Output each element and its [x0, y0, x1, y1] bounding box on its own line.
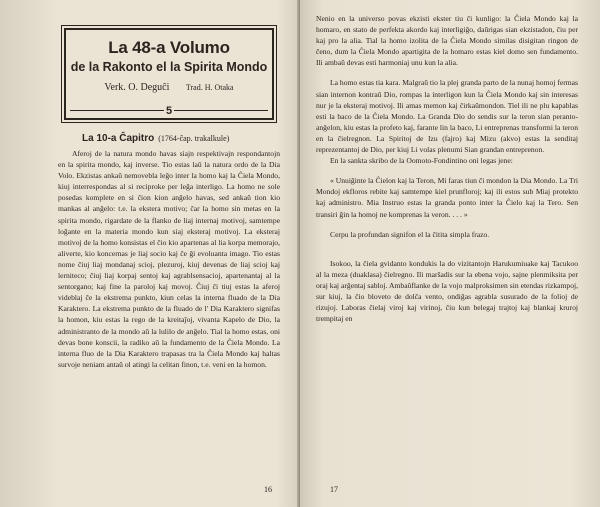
scripture-quote: « Unuiĝinte la Ĉielon kaj la Teron, Mi faras tiun ĉi mondon la Dia Mondo. La Tri Mondoj ekfloros rebite kaj samtempe kiel prunfloroj; kaj ili estos sub Miaj protekto kaj administro. Mia Instruo estas la granda ponto inter la Ĉielo kaj la Tero. Sen transiri ĝin la homoj ne komprenas la veron. . . . »: [316, 176, 578, 219]
translator: Trad. H. Otaka: [185, 83, 234, 92]
left-paragraph: Aferoj de la natura mondo havas siajn respektivajn respondantojn en la spirita mondo, kaj inverse. Tio estas laŭ la natura ordo de la Dia Volo. Ekzistas ankaŭ nemovebla leĝo inter la homo kaj la Ĉiela Mondo, kiuj interrespondas al si reciproke per leĝa interligo. La homo ne sole posedas komplete en si ĉion kion anĝelo havas, sed ankaŭ tion kio mankas al anĝelo: t.e. la ekstera motivo; ĉar la homo sin metas en la spirita mondo, rigardate de la flanko de liaj internaj motivoj, samtempe loĝante en la materia mondo kun siaj eksteraj motivoj. La eksteraj motivoj de la homo konsistas el ĉio kio apartenas al lia korpa memorajo, aliverte, kio koncernas je liaj socio kaj ĉe ĝi evoluanta imago. Tio estas nome ĉiuj liaj mondanaj scioj, plezuroj, kiuj devenas de liaj scioj kaj lerniteco; ĉiuj liaj korpaj sentoj kaj agrablsensacioj, apartenantaj al la sentorgano; kaj fine la paroloj kaj movoj. Ĉiuj ĉi tiuj estas la aferoj videblaj ĉe la ekstrema punkto, kiun celas la interna fluado de la Dia Karaktero. La ekstrema punkto de la fluado de l' Dia Karaktero signifas la homon, kiu estas la rego de la kreitaĵoj, vivanta Kapelo de Dio, la administranto de la mondo aŭ la lulilo de anĝelo. Tial la homo estas, oni devas bone konscii, la radiko aŭ la fundamento de la Ĉiela Mondo. La interna fluo de la Dia Karaktero trapasas tra la Ĉiela Mondo kaj haltas survoje neniam antaŭ ol atingi la celitan finon, t.e. veni en la homon.: [58, 149, 280, 369]
author: Verk. O. Deguĉi: [104, 82, 170, 93]
right-paragraph-3: En la sankta skribo de la Oomoto-Fondintino oni legas jene:: [330, 156, 513, 166]
page-number-left: 16: [264, 484, 272, 494]
volume-title: La 48-a Volumo: [108, 38, 230, 57]
volume-number-band: [66, 104, 272, 118]
title-box: [64, 28, 274, 120]
right-paragraph-5: Isokoo, la ĉiela gvidanto kondukis la do vizitantojn Harukumiuake kaj Tacukoo al la meza (duaklasa) ĉielregno. Ili marŝadis sur la ebena vojo, sajne plenmiksita per oraj kaj arĝentaj sabloj. Ambaŭflanke de la vojo malproksimen sin etendas rizkampoj, sur kiuj, la ĉio bloveto de dolĉa vento, ondiĝas agrabla susurado de la folioj de rizujoj. Laboras ĉielaj viroj kaj virinoj, ĉiu kun belegaj trajtoj kaj blankaj kruroj trempitaj en: [316, 258, 578, 324]
chapter-title: La 10-a Ĉapitro: [82, 133, 155, 144]
rule-right: [174, 110, 268, 111]
right-page: [300, 0, 600, 507]
page-number-right: 17: [330, 484, 338, 494]
right-paragraph-2: La homo estas tia kara. Malgraŭ tio la plej granda parto de la nunaj homoj fermas sian internon kontraŭ Dio, rompas la interligon kun la Ĉiela Mondo kaj sin interesas nur je la eksteraj motivoj. Ili amas memon kaj ĉirkaŭmondon. Tiel ili ne plu kapablas esti la baco de la Ĉiela Mondo. La Granda Dio do sendis sur la teron sian peranto-anĝelon, kiu estas la profeto kaj, farante lin la baco, Li entreprenas transformi la teron en la ĉielregnon. La Spiritoj de Izu (fajro) kaj Mizu (akvo) estas la senditaj reprezentantoj de Dio, per kiuj Li volas plenumi Sian grandan entreprenon.: [316, 78, 578, 155]
rule-left: [70, 110, 164, 111]
right-paragraph-1: Nenio en la universo povas ekzisti ekster tiu ĉi kunligo: la Ĉiela Mondo kaj la homaro, en stato de perfekta akordo kaj interligiĝo, daŭrigas sian ekzistadon, ĉiu per kaj pro la alia. Tial la homo izolita de la Ĉiela Mondo similas disigitan ringon de ĉeno, dum la Ĉiela Mondo apartigita de la homaro estas kiel domo sen fundamento. Ili ambaŭ devas esti harmoniaj unu kun la alia.: [316, 14, 578, 68]
credits-line: [66, 81, 272, 95]
volume-number: 5: [165, 105, 173, 117]
right-paragraph-4: Cerpu la profundan signifon el la ĉitita simpla frazo.: [330, 229, 490, 239]
volume-subtitle: de la Rakonto el la Spirita Mondo: [70, 60, 268, 74]
chapter-heading: [82, 132, 280, 145]
chapter-note: (1764-ĉap. trakalkule): [158, 134, 230, 143]
